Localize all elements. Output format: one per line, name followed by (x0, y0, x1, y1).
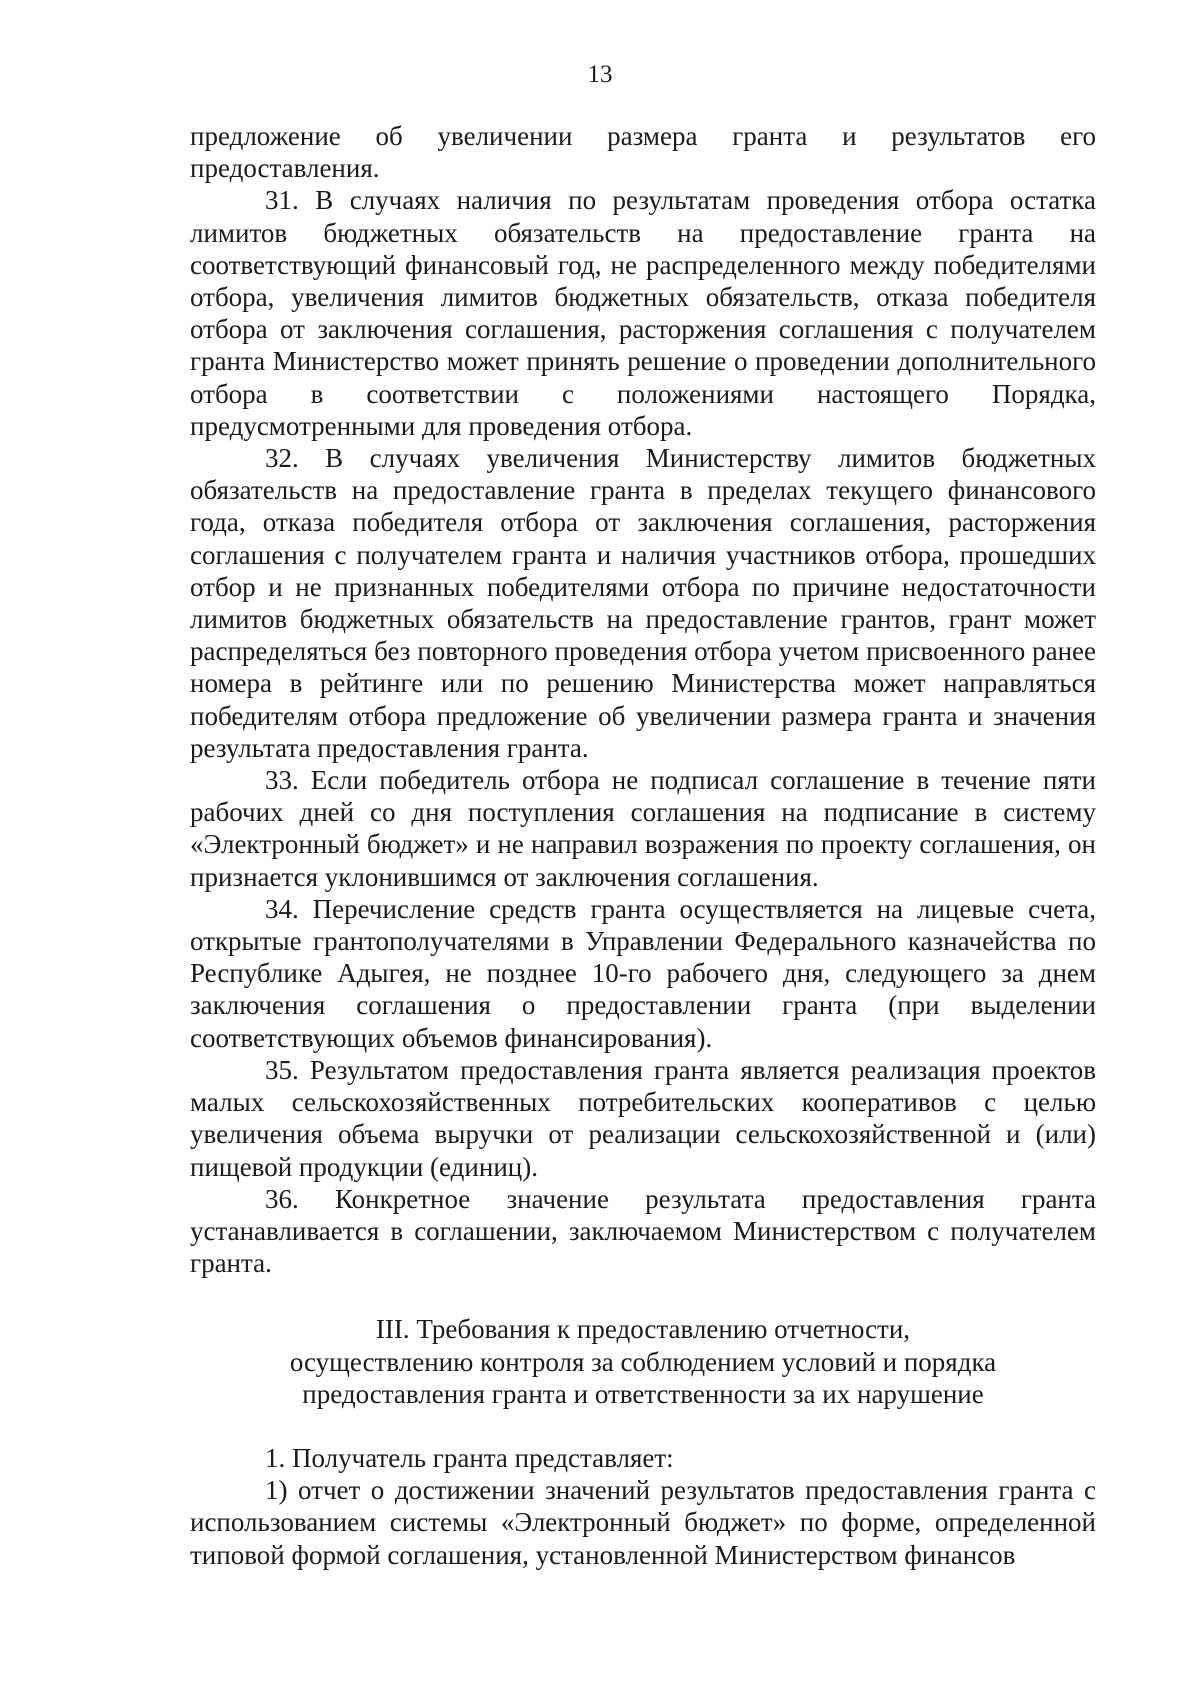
section-heading-line: III. Требования к предоставлению отчетности, (375, 1314, 911, 1345)
paragraph-31: 31. В случаях наличия по результатам проведения отбора остатка лимитов бюджетных обязательств на предоставление гранта на соответствующий финансовый год, не распределенного между победителями отбора, увеличения лимитов бюджетных обязательств, отказа победителя отбора от заключения соглашения, расторжения соглашения с получателем гранта Министерство может принять решение о проведении дополнительного отбора в соответствии с положениями настоящего Порядка, предусмотренными для проведения отбора. (190, 185, 1096, 441)
paragraph-36: 36. Конкретное значение результата предоставления гранта устанавливается в соглашении, заключаемом Министерством с получателем гранта. (190, 1183, 1096, 1279)
paragraph-32: 32. В случаях увеличения Министерству лимитов бюджетных обязательств на предоставление гранта в пределах текущего финансового года, отказа победителя отбора от заключения соглашения, расторжения соглашения с получателем гранта и наличия участников отбора, прошедших отбор и не признанных победителями отбора по причине недостаточности лимитов бюджетных обязательств на предоставление грантов, грант может распределяться без повторного проведения отбора учетом присвоенного ранее номера в рейтинге или по решению Министерства может направляться победителям отбора предложение об увеличении размера гранта и значения результата предоставления гранта. (190, 443, 1096, 763)
document-body (190, 120, 1096, 1571)
paragraph-continuation: предложение об увеличении размера гранта и результатов его предоставления. (190, 121, 1096, 184)
section-heading (190, 1313, 1096, 1410)
section-heading-line: предоставления гранта и ответственности за их нарушение (302, 1378, 984, 1409)
section-paragraph-1-1: 1) отчет о достижении значений результатов предоставления гранта с использованием системы «Электронный бюджет» по форме, определенной типовой формой соглашения, установленной Министерством финансов (190, 1475, 1096, 1570)
paragraph-35: 35. Результатом предоставления гранта является реализация проектов малых сельскохозяйственных потребительских кооперативов с целью увеличения объема выручки от реализации сельскохозяйственной и (или) пищевой продукции (единиц). (190, 1054, 1096, 1182)
paragraph-34: 34. Перечисление средств гранта осуществляется на лицевые счета, открытые грантополучателями в Управлении Федерального казначейства по Республике Адыгея, не позднее 10-го рабочего дня, следующего за днем заключения соглашения о предоставлении гранта (при выделении соответствующих объемов финансирования). (190, 893, 1096, 1053)
section-paragraph-1: 1. Получатель гранта представляет: (265, 1442, 674, 1473)
paragraph-33: 33. Если победитель отбора не подписал соглашение в течение пяти рабочих дней со дня поступления соглашения на подписание в систему «Электронный бюджет» и не направил возражения по проекту соглашения, он признается уклонившимся от заключения соглашения. (190, 765, 1096, 892)
page-number: 13 (587, 61, 613, 88)
section-heading-line: осуществлению контроля за соблюдением условий и порядка (289, 1346, 997, 1377)
